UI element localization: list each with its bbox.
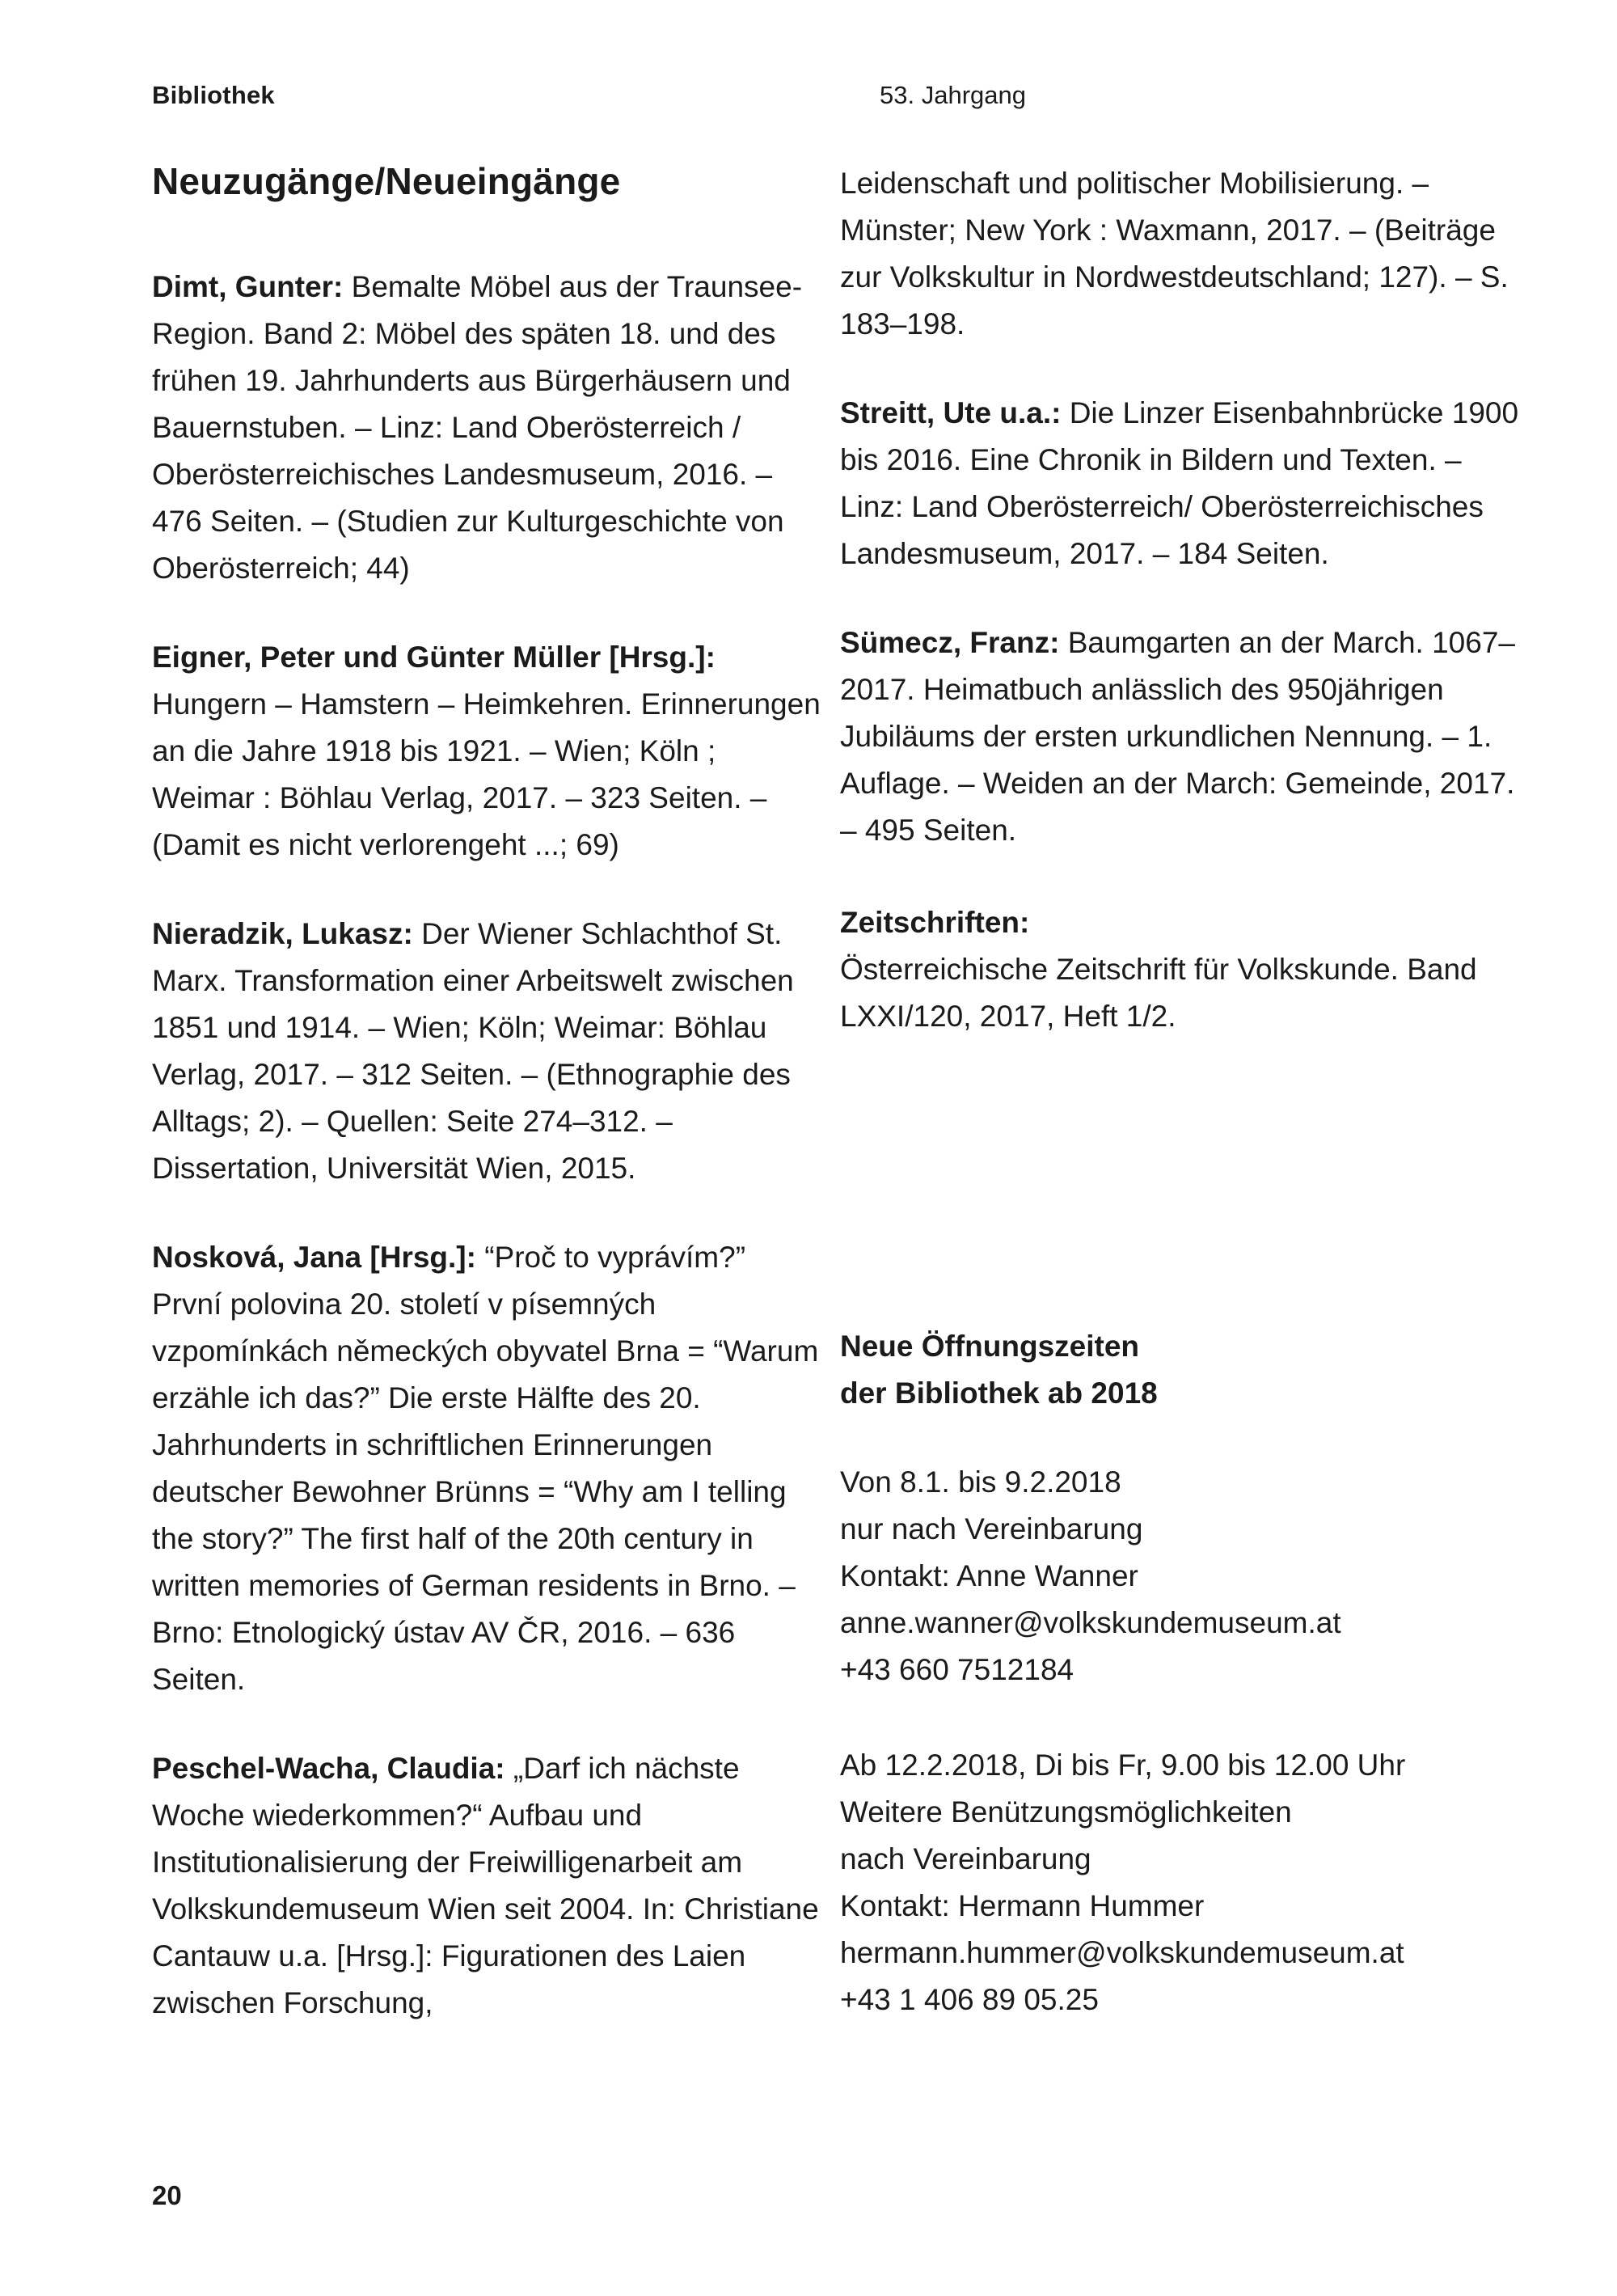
contact-phone: +43 660 7512184 [840,1653,1074,1686]
hours-line: nach Vereinbarung [840,1842,1091,1875]
hours-line: Von 8.1. bis 9.2.2018 [840,1465,1121,1499]
bib-entry-continuation [840,160,1529,348]
entry-text: Der Wiener Schlachthof St. Marx. Transformation einer Arbeitswelt zwischen 1851 und 1914. – Wien; Köln; Weimar: Böhlau Verlag, 2017. – 312 Seiten. – (Ethnographie des Alltags; 2). – Quellen: Seite 274–312. – Dissertation, Universität Wien, 2015. [152,917,794,1185]
contact-email: hermann.hummer@volkskundemuseum.at [840,1936,1404,1969]
entry-author: Streitt, Ute u.a.: [840,396,1062,429]
contact-phone: +43 1 406 89 05.25 [840,1983,1099,2016]
header-volume: 53. Jahrgang [880,81,1026,109]
entry-text: Baumgarten an der March. 1067–2017. Heimatbuch anlässlich des 950jährigen Jubiläums der ersten urkundlichen Nennung. – 1. Auflage. – Weiden an der March: Gemeinde, 2017. – 495 Seiten. [840,626,1515,847]
zeitschriften-heading: Zeitschriften: [840,906,1030,939]
entry-author: Sümecz, Franz: [840,626,1060,659]
entry-text: „Darf ich nächste Woche wiederkommen?“ Aufbau und Institutionalisierung der Freiwilligenarbeit am Volkskundemuseum Wien seit 2004. In: Christiane Cantauw u.a. [Hrsg.]: Figurationen des Laien zwischen Forschung, [152,1752,819,2019]
bib-entry-noskova [152,1234,821,1703]
bib-entry-peschel-wacha [152,1745,821,2027]
zeitschriften-section [840,899,1529,1040]
entry-author: Nosková, Jana [Hrsg.]: [152,1241,476,1274]
hours-line: Weitere Benützungsmöglichkeiten [840,1795,1292,1829]
entry-text: Bemalte Möbel aus der Traunsee-Region. Band 2: Möbel des späten 18. und des frühen 19. Jahrhunderts aus Bürgerhäusern und Bauernstuben. – Linz: Land Oberösterreich / Oberösterreichisches Landesmuseum, 2016. – 476 Seiten. – (Studien zur Kulturgeschichte von Oberösterreich; 44) [152,270,803,585]
entry-text: Leidenschaft und politischer Mobilisierung. – Münster; New York : Waxmann, 2017. – (Beiträge zur Volkskultur in Nordwestdeutschland; 127). – S. 183–198. [840,167,1509,340]
hours-line: Kontakt: Hermann Hummer [840,1889,1205,1922]
bib-entry-streitt [840,390,1529,577]
entry-author: Nieradzik, Lukasz: [152,917,413,950]
opening-hours-period2 [840,1742,1529,2023]
contact-email: anne.wanner@volkskundemuseum.at [840,1606,1341,1639]
opening-hours-section [840,1323,1529,2023]
page-title: Neuzugänge/Neueingänge [152,160,621,202]
bib-entry-dimt [152,264,821,592]
entry-text: Die Linzer Eisenbahnbrücke 1900 bis 2016. Eine Chronik in Bildern und Texten. – Linz: Land Oberösterreich/ Oberösterreichisches Landesmuseum, 2017. – 184 Seiten. [840,396,1519,570]
bib-entry-nieradzik [152,911,821,1192]
entry-author: Dimt, Gunter: [152,270,344,303]
bib-entry-eigner [152,634,821,869]
opening-hours-heading-line1: Neue Öffnungszeiten [840,1330,1140,1363]
bib-entry-suemecz [840,619,1529,854]
opening-hours-heading-line2: der Bibliothek ab 2018 [840,1376,1158,1410]
entry-author: Eigner, Peter und Günter Müller [Hrsg.]: [152,641,716,674]
entry-text: Hungern – Hamstern – Heimkehren. Erinnerungen an die Jahre 1918 bis 1921. – Wien; Köln ; Weimar : Böhlau Verlag, 2017. – 323 Seiten. – (Damit es nicht verlorengeht ...; 69) [152,687,821,861]
hours-line: Kontakt: Anne Wanner [840,1559,1138,1592]
opening-hours-heading [840,1323,1529,1417]
right-column [840,160,1529,2072]
entry-author: Peschel-Wacha, Claudia: [152,1752,505,1785]
opening-hours-period1 [840,1459,1529,1693]
zeitschriften-text: Österreichische Zeitschrift für Volkskunde. Band LXXI/120, 2017, Heft 1/2. [840,953,1477,1033]
left-column [152,160,821,2069]
hours-line: Ab 12.2.2018, Di bis Fr, 9.00 bis 12.00 Uhr [840,1748,1406,1782]
hours-line: nur nach Vereinbarung [840,1512,1143,1545]
page-number: 20 [152,2180,182,2210]
entry-text: “Proč to vyprávím?” První polovina 20. století v písemných vzpomínkách německých obyvatel Brna = “Warum erzähle ich das?” Die erste Hälfte des 20. Jahrhunderts in schriftlichen Erinnerungen deutscher Bewohner Brünns = “Why am I telling the story?” The first half of the 20th century in written memories of German residents in Brno. – Brno: Etnologický ústav AV ČR, 2016. – 636 Seiten. [152,1241,819,1696]
header-section-title: Bibliothek [152,81,275,109]
